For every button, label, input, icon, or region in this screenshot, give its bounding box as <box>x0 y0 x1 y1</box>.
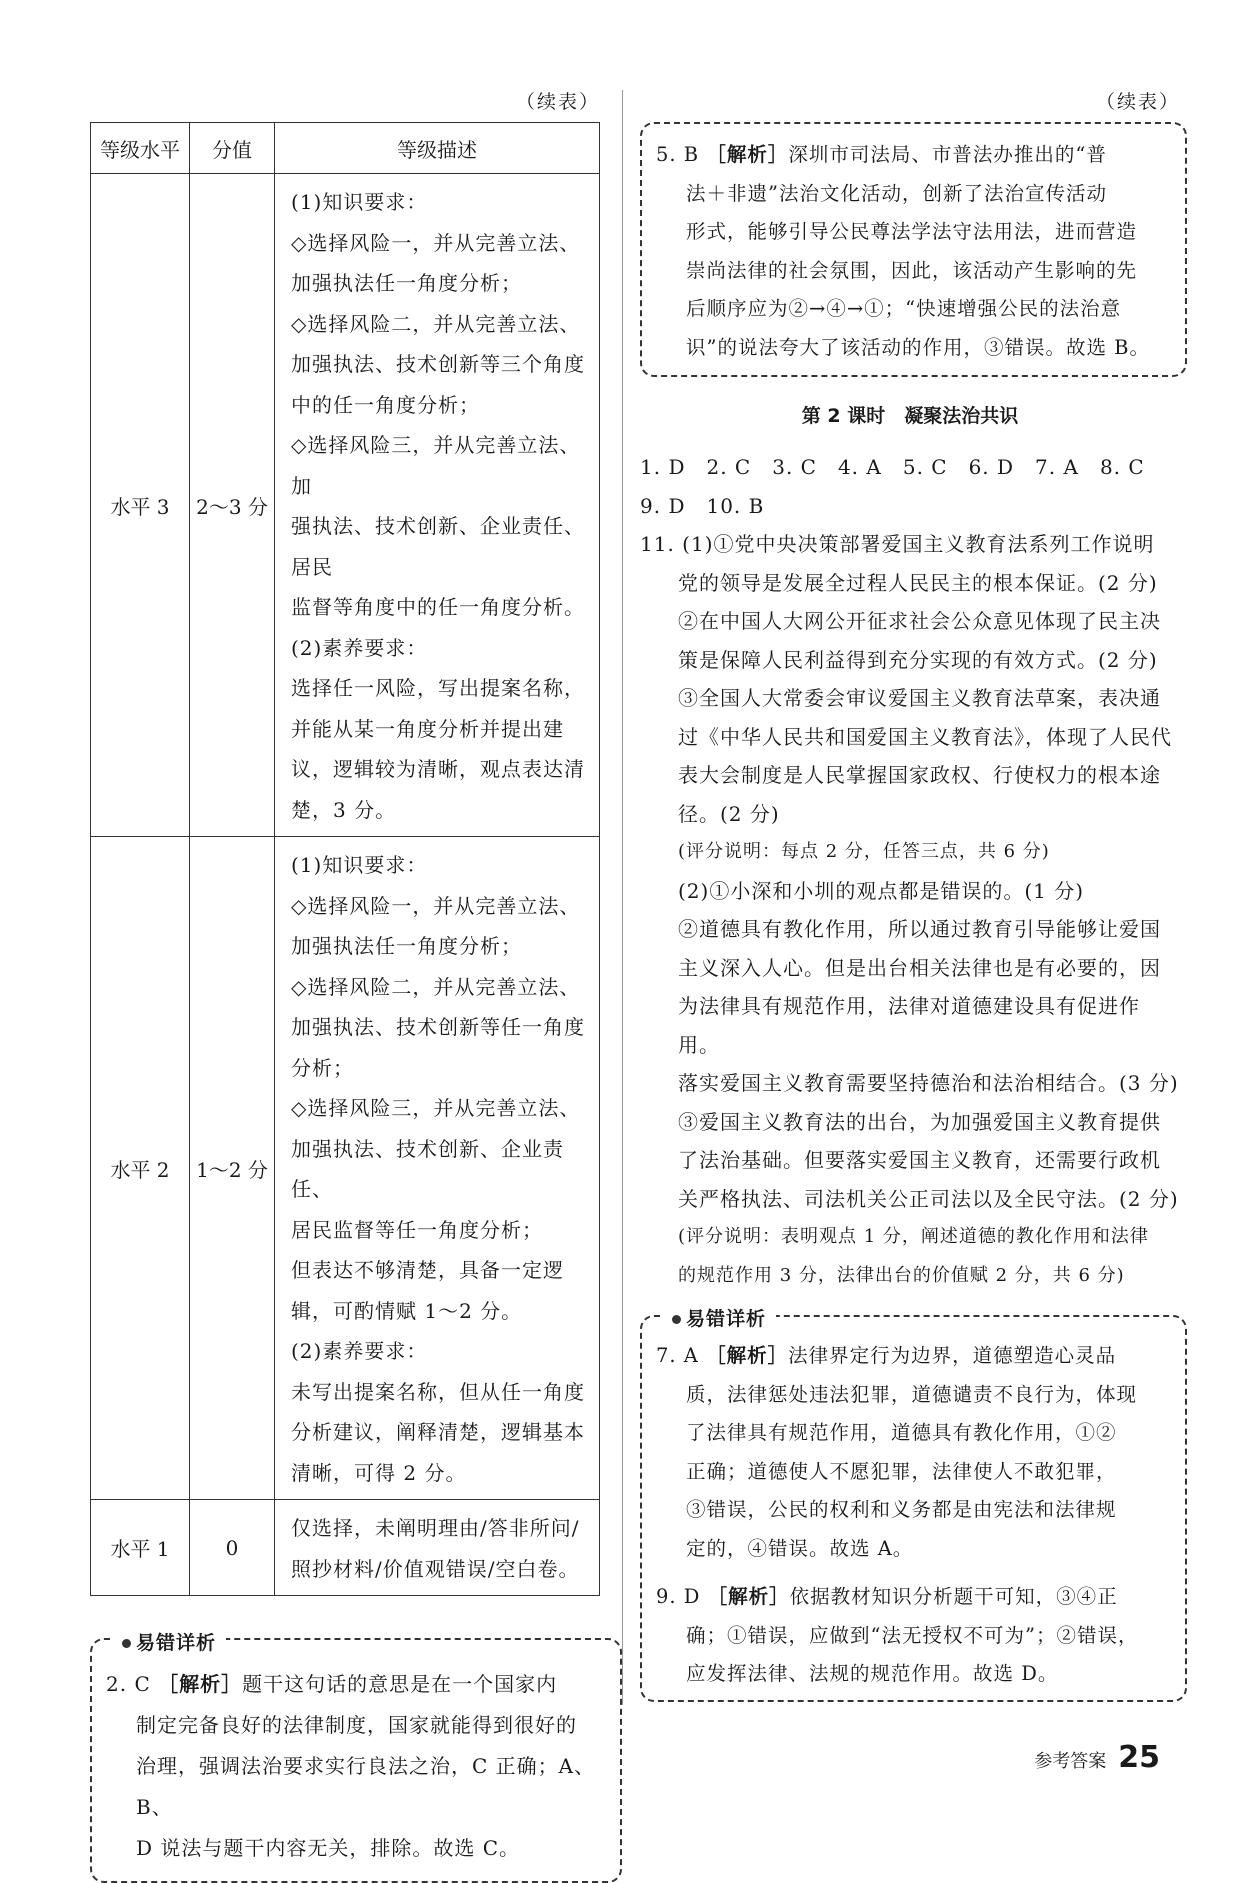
answer-line: 主义深入人心。但是出台相关法律也是有必要的，因 <box>678 955 1161 980</box>
desc-line: ◇选择风险二，并从完善立法、 <box>291 974 581 999</box>
right-column <box>640 82 1180 1702</box>
continued-label: （续表） <box>515 91 600 113</box>
desc-line: (2)素养要求： <box>291 1339 428 1363</box>
analysis-line: 法＋非遗”法治文化活动，创新了法治宣传活动 <box>686 181 1107 205</box>
level-cell: 水平 1 <box>91 1500 190 1596</box>
answer-line: 为法律具有规范作用，法律对道德建设具有促进作用。 <box>678 994 1140 1057</box>
answers <box>640 448 1180 1295</box>
table-header: 等级描述 <box>275 123 600 174</box>
answer-line: (2)①小深和小圳的观点都是错误的。(1 分) <box>678 878 1085 903</box>
page-number: 25 <box>1118 1740 1160 1775</box>
box-title <box>662 1300 776 1339</box>
footer-label: 参考答案 <box>1034 1751 1107 1772</box>
desc-line: (2)素养要求： <box>291 635 428 660</box>
left-column <box>90 82 600 1883</box>
desc-line: 仅选择，未阐明理由/答非所问/ <box>291 1516 580 1540</box>
bullet-icon <box>672 1315 681 1324</box>
analysis-item <box>656 136 1171 367</box>
analysis-line: D 说法与题干内容无关，排除。故选 C。 <box>136 1836 521 1860</box>
error-analysis-box <box>90 1632 622 1883</box>
analysis-line: 依据教材知识分析题干可知，③④正 <box>789 1585 1118 1608</box>
table-header: 分值 <box>190 123 275 174</box>
analysis-line: 定的，④错误。故选 A。 <box>686 1536 914 1560</box>
desc-line: 分析建议，阐释清楚，逻辑基本 <box>291 1420 585 1444</box>
score-cell: 1～2 分 <box>190 837 275 1500</box>
analysis-line: 正确；道德使人不愿犯罪，法律使人不敢犯罪， <box>686 1459 1117 1483</box>
desc-line: 居民监督等任一角度分析； <box>291 1217 543 1242</box>
grading-table <box>90 122 600 1596</box>
desc-line: 议，逻辑较为清晰，观点表达清 <box>291 757 585 781</box>
page-footer <box>1034 1740 1160 1775</box>
item-number: 5. B <box>656 143 700 166</box>
analysis-tag: ［解析］ <box>707 1585 790 1608</box>
analysis-item <box>106 1664 606 1869</box>
table-header-row <box>91 123 600 174</box>
analysis-line: 形式，能够引导公民尊法学法守法用法，进而营造 <box>686 220 1138 243</box>
description-cell <box>275 837 600 1500</box>
desc-line: 清晰，可得 2 分。 <box>291 1460 467 1485</box>
desc-line: 选择任一风险，写出提案名称， <box>291 676 585 700</box>
column-divider <box>622 90 623 1705</box>
analysis-line: 深圳市司法局、市普法办推出的“普 <box>788 143 1107 166</box>
answer-line: 过《中华人民共和国爱国主义教育法》，体现了人民代 <box>678 724 1172 749</box>
analysis-line: 了法律具有规范作用，道德具有教化作用，①② <box>686 1421 1117 1444</box>
box-title-text: 易错详析 <box>136 1632 217 1654</box>
table-row <box>91 174 600 837</box>
item-number: 2. C <box>106 1672 151 1696</box>
continued-label: （续表） <box>1095 91 1180 113</box>
item-number: 9. D <box>656 1585 701 1608</box>
answer-line: 策是保障人民利益得到充分实现的有效方式。(2 分) <box>678 647 1158 672</box>
error-analysis-box <box>640 1308 1187 1702</box>
score-cell: 0 <box>190 1500 275 1596</box>
desc-line: 楚，3 分。 <box>291 797 397 822</box>
analysis-item <box>656 1578 1171 1694</box>
answer-line: ②在中国人大网公开征求社会公众意见体现了民主决 <box>678 609 1161 633</box>
desc-line: 并能从某一角度分析并提出建 <box>291 716 564 741</box>
description-cell <box>275 174 600 837</box>
box-title-text: 易错详析 <box>686 1308 767 1330</box>
analysis-line: 识”的说法夸大了该活动的作用，③错误。故选 B。 <box>686 335 1150 359</box>
desc-line: 监督等角度中的任一角度分析。 <box>291 595 585 619</box>
answer-line: 表大会制度是人民掌握国家政权、行使权力的根本途 <box>678 763 1161 787</box>
score-cell: 2～3 分 <box>190 174 275 837</box>
analysis-line: ③错误，公民的权利和义务都是由宪法和法律规 <box>686 1498 1117 1521</box>
desc-line: 辑，可酌情赋 1～2 分。 <box>291 1298 523 1323</box>
level-cell: 水平 2 <box>91 837 190 1500</box>
analysis-tag: ［解析］ <box>158 1672 243 1696</box>
desc-line: 加强执法、技术创新等三个角度 <box>291 352 585 376</box>
scoring-note: (评分说明：每点 2 分，任答三点，共 6 分) <box>678 841 1050 862</box>
analysis-line: 应发挥法律、法规的规范作用。故选 D。 <box>686 1662 1059 1685</box>
desc-line: ◇选择风险一，并从完善立法、 <box>291 230 581 255</box>
answer-line: ②道德具有教化作用，所以通过教育引导能够让爱国 <box>678 917 1161 941</box>
level-cell: 水平 3 <box>91 174 190 837</box>
desc-line: ◇选择风险一，并从完善立法、 <box>291 893 581 918</box>
desc-line: ◇选择风险三，并从完善立法、 <box>291 1096 581 1120</box>
analysis-line: 崇尚法律的社会氛围，因此，该活动产生影响的先 <box>686 258 1138 282</box>
lesson-title: 第 2 课时 凝聚法治共识 <box>801 405 1019 427</box>
analysis-line: 治理，强调法治要求实行良法之治，C 正确；A、B、 <box>136 1754 596 1819</box>
desc-line: 强执法、技术创新、企业责任、居民 <box>291 514 585 579</box>
desc-line: 加强执法、技术创新等任一角度 <box>291 1015 585 1039</box>
desc-line: 未写出提案名称，但从任一角度 <box>291 1379 585 1404</box>
answer-line: ③全国人大常委会审议爱国主义教育法草案，表决通 <box>678 686 1161 710</box>
desc-line: (1)知识要求： <box>291 853 428 877</box>
answer-row: 1. D 2. C 3. C 4. A 5. C 6. D 7. A 8. C <box>640 455 1145 479</box>
desc-line: 加强执法、技术创新、企业责任、 <box>291 1136 564 1201</box>
desc-line: (1)知识要求： <box>291 190 428 214</box>
bullet-icon <box>122 1639 131 1648</box>
analysis-line: 法律界定行为边界，道德塑造心灵品 <box>788 1344 1117 1367</box>
desc-line: ◇选择风险二，并从完善立法、 <box>291 311 581 336</box>
box-title <box>112 1623 226 1664</box>
analysis-tag: ［解析］ <box>706 1344 789 1367</box>
answer-line: 了法治基础。但要落实爱国主义教育，还需要行政机 <box>678 1148 1161 1172</box>
table-header: 等级水平 <box>91 123 190 174</box>
description-cell <box>275 1500 600 1596</box>
answer-line: 径。(2 分) <box>678 801 780 826</box>
table-row <box>91 1500 600 1596</box>
item-number: 7. A <box>656 1344 699 1367</box>
answer-line: 11. (1)①党中央决策部署爱国主义教育法系列工作说明 <box>640 532 1155 556</box>
analysis-line: 题干这句话的意思是在一个国家内 <box>242 1672 558 1696</box>
scoring-note: 的规范作用 3 分，法律出台的价值赋 2 分，共 6 分) <box>678 1264 1125 1286</box>
analysis-box <box>640 122 1187 377</box>
desc-line: 照抄材料/价值观错误/空白卷。 <box>291 1556 580 1581</box>
analysis-line: 质，法律惩处违法犯罪，道德谴责不良行为，体现 <box>686 1382 1138 1406</box>
answer-line: ③爱国主义教育法的出台，为加强爱国主义教育提供 <box>678 1109 1161 1134</box>
answer-line: 党的领导是发展全过程人民民主的根本保证。(2 分) <box>678 570 1158 595</box>
analysis-line: 确；①错误，应做到“法无授权不可为”；②错误， <box>686 1623 1139 1647</box>
desc-line: 分析； <box>291 1055 354 1080</box>
answer-row: 9. D 10. B <box>640 493 765 518</box>
table-row <box>91 837 600 1500</box>
answer-line: 落实爱国主义教育需要坚持德治和法治相结合。(3 分) <box>678 1071 1179 1095</box>
desc-line: 加强执法任一角度分析； <box>291 934 522 958</box>
desc-line: ◇选择风险三，并从完善立法、加 <box>291 433 581 498</box>
desc-line: 加强执法任一角度分析； <box>291 271 522 295</box>
desc-line: 中的任一角度分析； <box>291 392 480 417</box>
answer-line: 关严格执法、司法机关公正司法以及全民守法。(2 分) <box>678 1186 1179 1211</box>
analysis-line: 制定完备良好的法律制度，国家就能得到很好的 <box>136 1713 577 1737</box>
scoring-note: (评分说明：表明观点 1 分，阐述道德的教化作用和法律 <box>678 1226 1149 1247</box>
analysis-tag: ［解析］ <box>706 143 789 166</box>
desc-line: 但表达不够清楚，具备一定逻 <box>291 1258 564 1282</box>
analysis-line: 后顺序应为②→④→①；“快速增强公民的法治意 <box>686 297 1122 320</box>
analysis-item <box>656 1337 1171 1568</box>
